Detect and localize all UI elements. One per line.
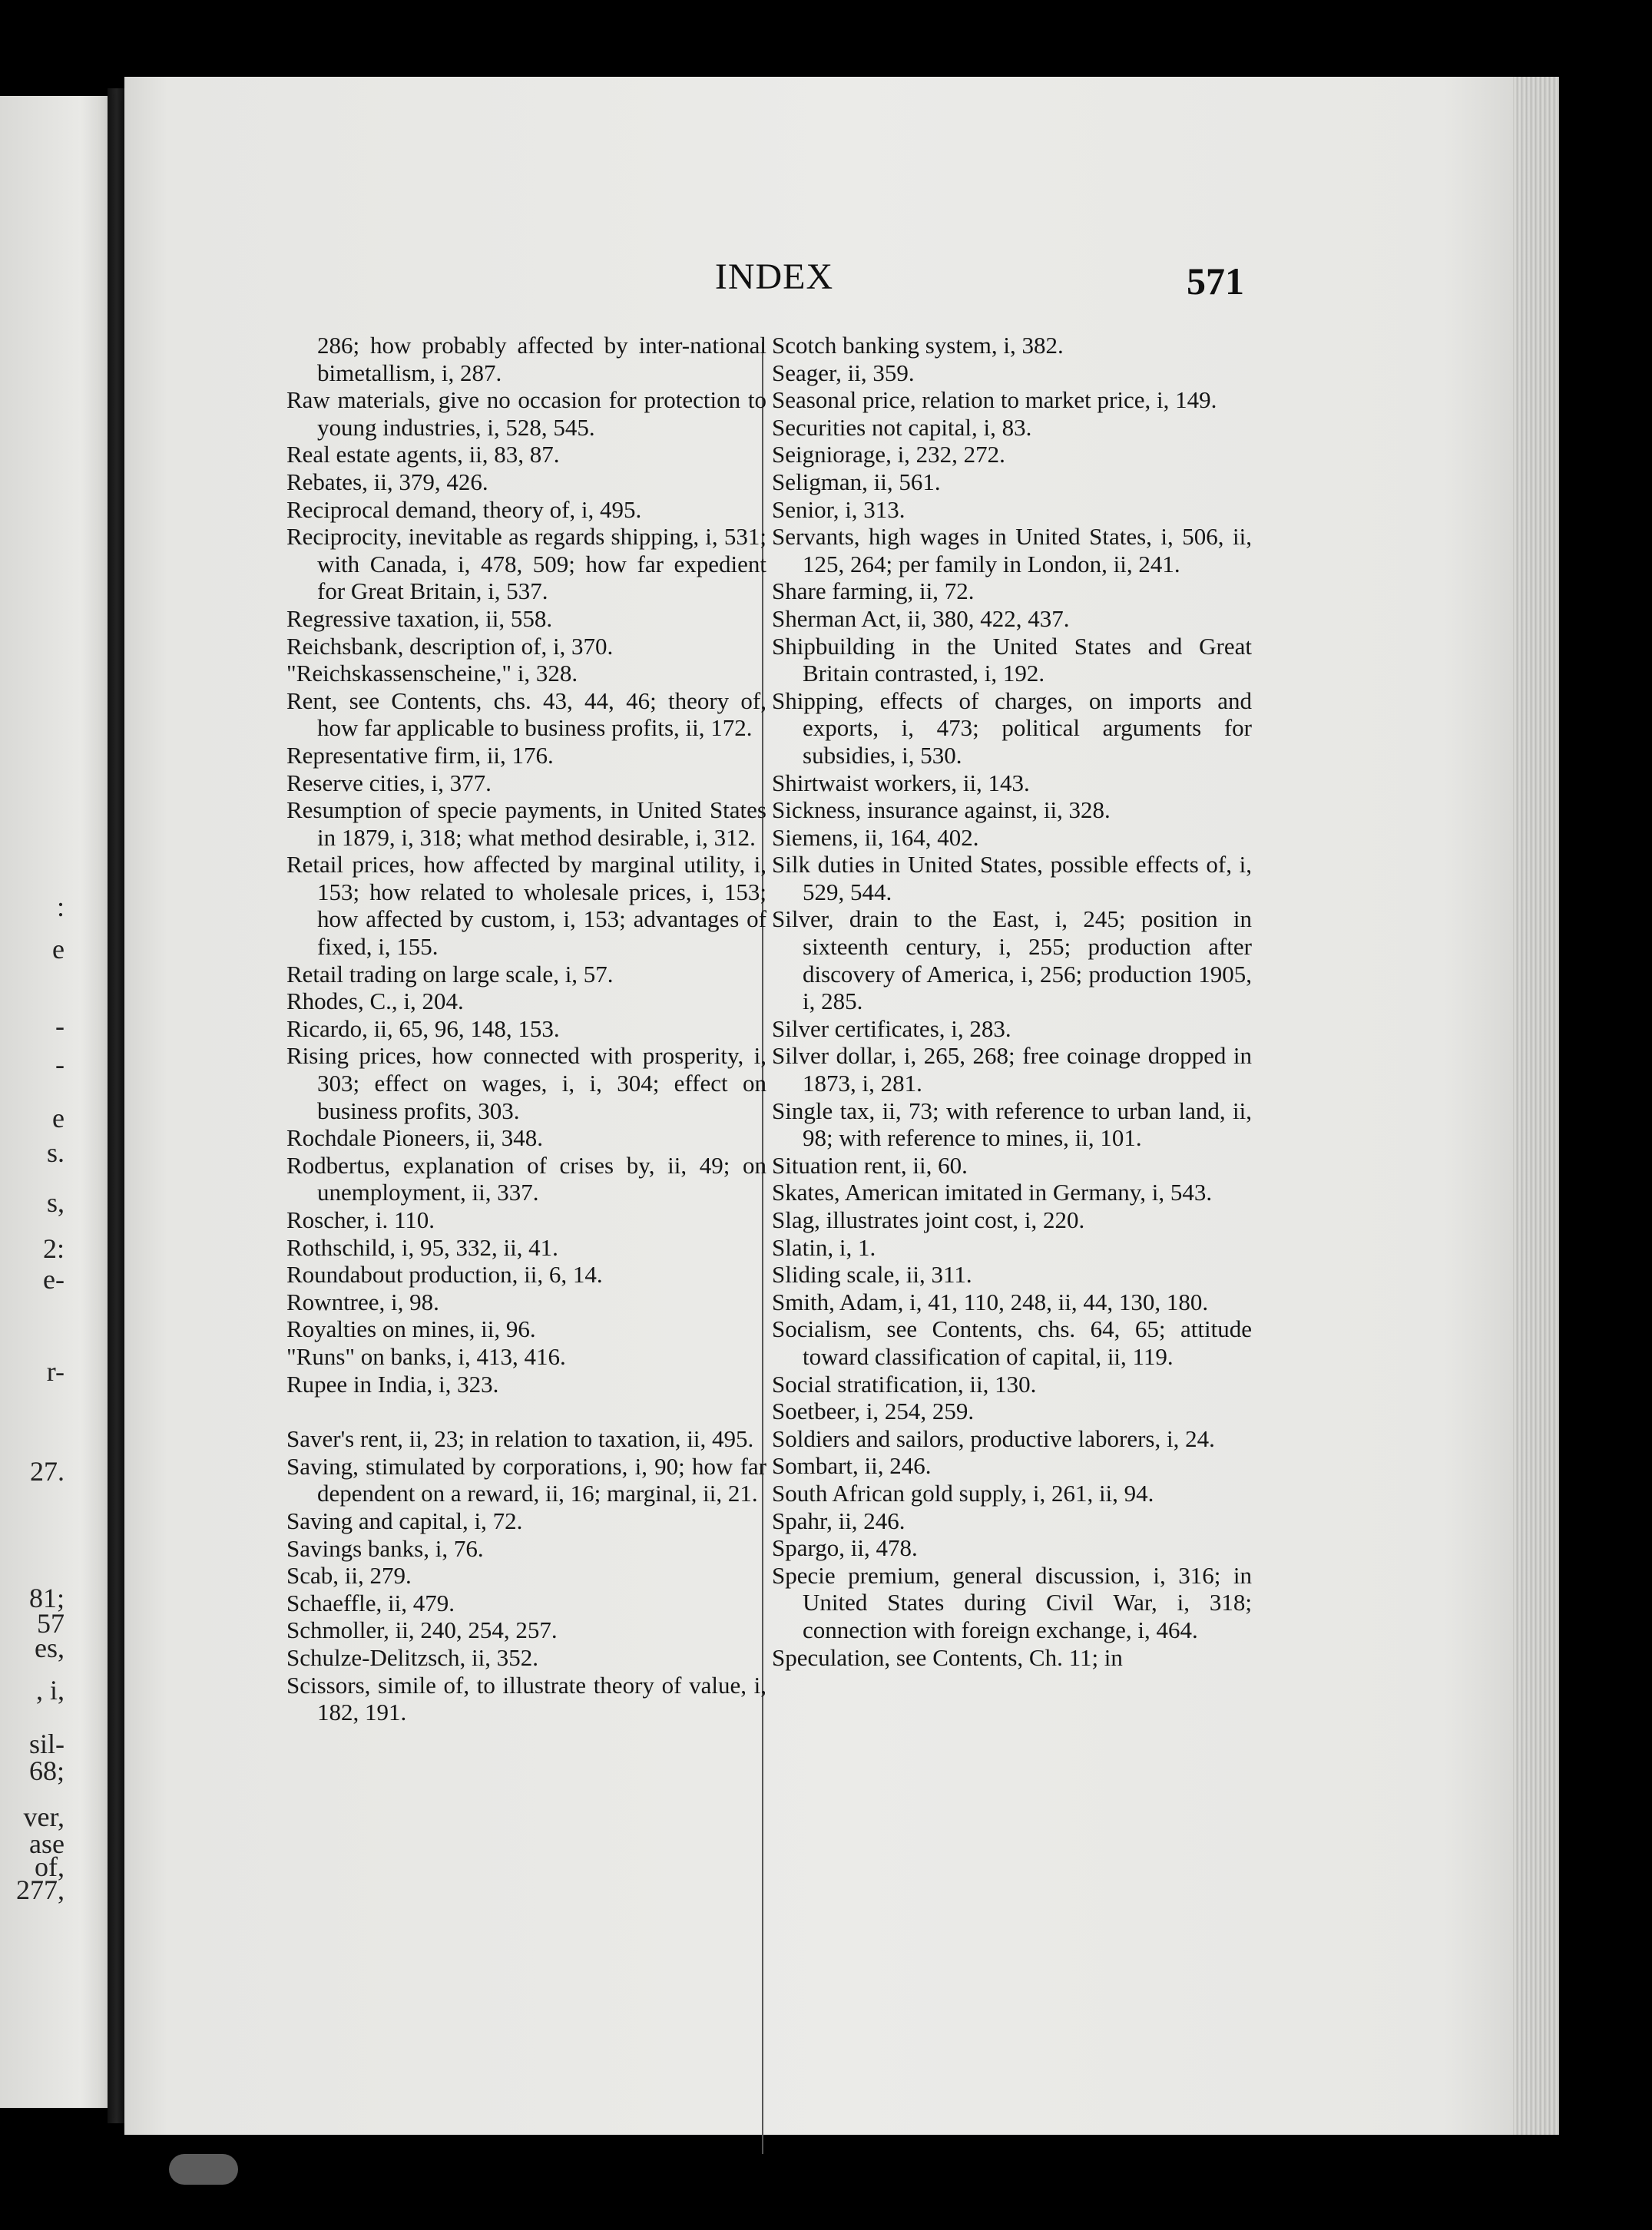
index-entry: Sickness, insurance against, ii, 328.: [772, 796, 1111, 824]
facing-page-fragment: :: [56, 892, 65, 922]
facing-page-fragment: -: [55, 1049, 65, 1080]
index-entry: Rupee in India, i, 323.: [286, 1370, 499, 1398]
facing-page-text-fragments: [0, 96, 69, 2108]
facing-page-fragment: 68;: [28, 1755, 65, 1786]
index-entry: Shipbuilding in the United States and Great Britain contrasted, i, 192.: [772, 632, 1252, 687]
index-entry: Share farming, ii, 72.: [772, 577, 975, 605]
facing-page-fragment: -: [55, 1011, 65, 1041]
index-entry: "Runs" on banks, i, 413, 416.: [286, 1342, 566, 1370]
index-entry: Specie premium, general discussion, i, 316; in United States during Civil War, i, 318; connection with foreign exchange, i, 464.: [772, 1561, 1252, 1643]
index-entry: Skates, American imitated in Germany, i, 543.: [772, 1179, 1213, 1206]
index-entry: Scotch banking system, i, 382.: [772, 332, 1064, 359]
index-entry: Roundabout production, ii, 6, 14.: [286, 1261, 603, 1289]
index-entry: Seigniorage, i, 232, 272.: [772, 441, 1005, 468]
index-entry: Reciprocity, inevitable as regards shipping, i, 531; with Canada, i, 478, 509; how far expedient for Great Britain, i, 537.: [286, 523, 766, 605]
index-entry: Servants, high wages in United States, i, 506, ii, 125, 264; per family in London, ii, 241.: [772, 523, 1252, 577]
facing-page-fragment: sil-: [28, 1729, 65, 1759]
book-spine: [108, 88, 126, 2123]
facing-page-fragment: 277,: [16, 1874, 65, 1905]
index-entry: Silk duties in United States, possible effects of, i, 529, 544.: [772, 851, 1252, 905]
facing-page-fragment: e: [52, 1103, 65, 1133]
facing-page-fragment: of,: [35, 1851, 65, 1882]
index-entry: Reciprocal demand, theory of, i, 495.: [286, 495, 642, 523]
index-entry: Socialism, see Contents, chs. 64, 65; attitude toward classification of capital, ii, 119.: [772, 1315, 1252, 1370]
index-entry: Slatin, i, 1.: [772, 1233, 876, 1261]
index-entry: South African gold supply, i, 261, ii, 94.: [772, 1479, 1154, 1507]
index-entry: Spargo, ii, 478.: [772, 1534, 918, 1562]
index-entry: Speculation, see Contents, Ch. 11; in: [772, 1643, 1123, 1671]
index-entry: Silver, drain to the East, i, 245; position in sixteenth century, i, 255; production after discovery of America, i, 256; production 1905, i, 285.: [772, 905, 1252, 1015]
facing-page-fragment: 27.: [30, 1456, 65, 1487]
index-column-left: [286, 332, 766, 1726]
index-entry: Securities not capital, i, 83.: [772, 413, 1032, 441]
index-entry: Spahr, ii, 246.: [772, 1507, 905, 1534]
index-entry: Resumption of specie payments, in United States in 1879, i, 318; what method desirable, i, 312.: [286, 796, 766, 851]
facing-page-fragment: ver,: [23, 1802, 65, 1832]
index-entry: Social stratification, ii, 130.: [772, 1370, 1037, 1398]
facing-page-fragment: 2:: [42, 1233, 65, 1264]
index-entry: Retail prices, how affected by marginal utility, i, 153; how related to wholesale prices, i, 153; how affected by custom, i, 153; advantages of fixed, i, 155.: [286, 851, 766, 961]
header-title: INDEX: [714, 256, 834, 297]
index-entry: Rent, see Contents, chs. 43, 44, 46; theory of, how far applicable to business profits, ii, 172.: [286, 687, 766, 742]
page-edge: [1513, 77, 1559, 2135]
index-entry: Rebates, ii, 379, 426.: [286, 468, 488, 495]
index-entry: Raw materials, give no occasion for protection to young industries, i, 528, 545.: [286, 386, 766, 441]
index-entry: Shirtwaist workers, ii, 143.: [772, 769, 1030, 796]
page-number: 571: [1187, 260, 1244, 303]
index-entry: Rising prices, how connected with prosperity, i, 303; effect on wages, i, i, 304; effect on business profits, 303.: [286, 1042, 766, 1124]
facing-page-fragment: 81;: [28, 1583, 65, 1613]
facing-page-fragment: 57: [37, 1608, 65, 1639]
index-entry: Sliding scale, ii, 311.: [772, 1261, 972, 1289]
index-entry: Situation rent, ii, 60.: [772, 1151, 968, 1179]
index-column-right: [772, 332, 1252, 1671]
index-entry: 286; how probably affected by inter-national bimetallism, i, 287.: [317, 332, 766, 386]
index-entry: Real estate agents, ii, 83, 87.: [286, 441, 560, 468]
index-entry: Seasonal price, relation to market price, i, 149.: [772, 386, 1217, 414]
index-entry: Rochdale Pioneers, ii, 348.: [286, 1124, 544, 1152]
index-entry: Shipping, effects of charges, on imports and exports, i, 473; political arguments for subsidies, i, 530.: [772, 687, 1252, 769]
facing-page-fragment: s.: [46, 1137, 65, 1168]
facing-page: [0, 96, 115, 2108]
index-entry: Saving, stimulated by corporations, i, 90; how far dependent on a reward, ii, 16; marginal, ii, 21.: [286, 1452, 766, 1507]
index-entry: Rhodes, C., i, 204.: [286, 988, 464, 1015]
facing-page-fragment: es,: [35, 1633, 65, 1663]
index-entry: Savings banks, i, 76.: [286, 1534, 484, 1562]
index-entry: Soetbeer, i, 254, 259.: [772, 1398, 975, 1425]
index-entry: Soldiers and sailors, productive laborers, i, 24.: [772, 1424, 1215, 1452]
index-entry: Schulze-Delitzsch, ii, 352.: [286, 1643, 538, 1671]
index-entry: Roscher, i. 110.: [286, 1206, 435, 1233]
facing-page-fragment: e: [52, 934, 65, 964]
scan-blot: [169, 2154, 238, 2185]
index-entry: Schmoller, ii, 240, 254, 257.: [286, 1616, 558, 1644]
index-entry: Seligman, ii, 561.: [772, 468, 941, 495]
index-entry: Seager, ii, 359.: [772, 359, 915, 386]
index-entry: Regressive taxation, ii, 558.: [286, 604, 553, 632]
index-entry: Retail trading on large scale, i, 57.: [286, 960, 614, 988]
facing-page-fragment: s,: [46, 1187, 65, 1218]
index-entry: Representative firm, ii, 176.: [286, 741, 554, 769]
index-entry: Rothschild, i, 95, 332, ii, 41.: [286, 1233, 558, 1261]
index-entry: Scab, ii, 279.: [286, 1562, 412, 1590]
index-entry: Reichsbank, description of, i, 370.: [286, 632, 614, 660]
facing-page-fragment: ase: [29, 1828, 65, 1859]
index-entry: Ricardo, ii, 65, 96, 148, 153.: [286, 1014, 560, 1042]
index-entry: Rowntree, i, 98.: [286, 1288, 439, 1315]
index-entry: Silver certificates, i, 283.: [772, 1014, 1011, 1042]
index-entry: Saver's rent, ii, 23; in relation to taxation, ii, 495.: [286, 1425, 754, 1453]
index-entry: Sherman Act, ii, 380, 422, 437.: [772, 604, 1070, 632]
index-entry: Schaeffle, ii, 479.: [286, 1589, 455, 1616]
index-entry: Sombart, ii, 246.: [772, 1452, 932, 1480]
index-entry: Slag, illustrates joint cost, i, 220.: [772, 1206, 1085, 1233]
index-entry: Single tax, ii, 73; with reference to urban land, ii, 98; with reference to mines, ii, 101.: [772, 1097, 1252, 1152]
facing-page-fragment: r-: [46, 1356, 65, 1387]
facing-page-fragment: e-: [43, 1264, 65, 1295]
index-entry: Saving and capital, i, 72.: [286, 1507, 523, 1534]
index-entry: Royalties on mines, ii, 96.: [286, 1315, 536, 1343]
index-entry: Rodbertus, explanation of crises by, ii, 49; on unemployment, ii, 337.: [286, 1151, 766, 1206]
index-entry: "Reichskassenscheine," i, 328.: [286, 660, 578, 687]
index-entry: Senior, i, 313.: [772, 495, 905, 523]
index-entry: Reserve cities, i, 377.: [286, 769, 492, 796]
index-entry: Scissors, simile of, to illustrate theory of value, i, 182, 191.: [286, 1671, 766, 1726]
index-entry: Silver dollar, i, 265, 268; free coinage dropped in 1873, i, 281.: [772, 1042, 1252, 1097]
index-entry: Smith, Adam, i, 41, 110, 248, ii, 44, 130, 180.: [772, 1288, 1209, 1315]
index-entry: Siemens, ii, 164, 402.: [772, 823, 979, 851]
facing-page-fragment: , i,: [35, 1675, 65, 1706]
section-gap: [286, 1398, 766, 1425]
